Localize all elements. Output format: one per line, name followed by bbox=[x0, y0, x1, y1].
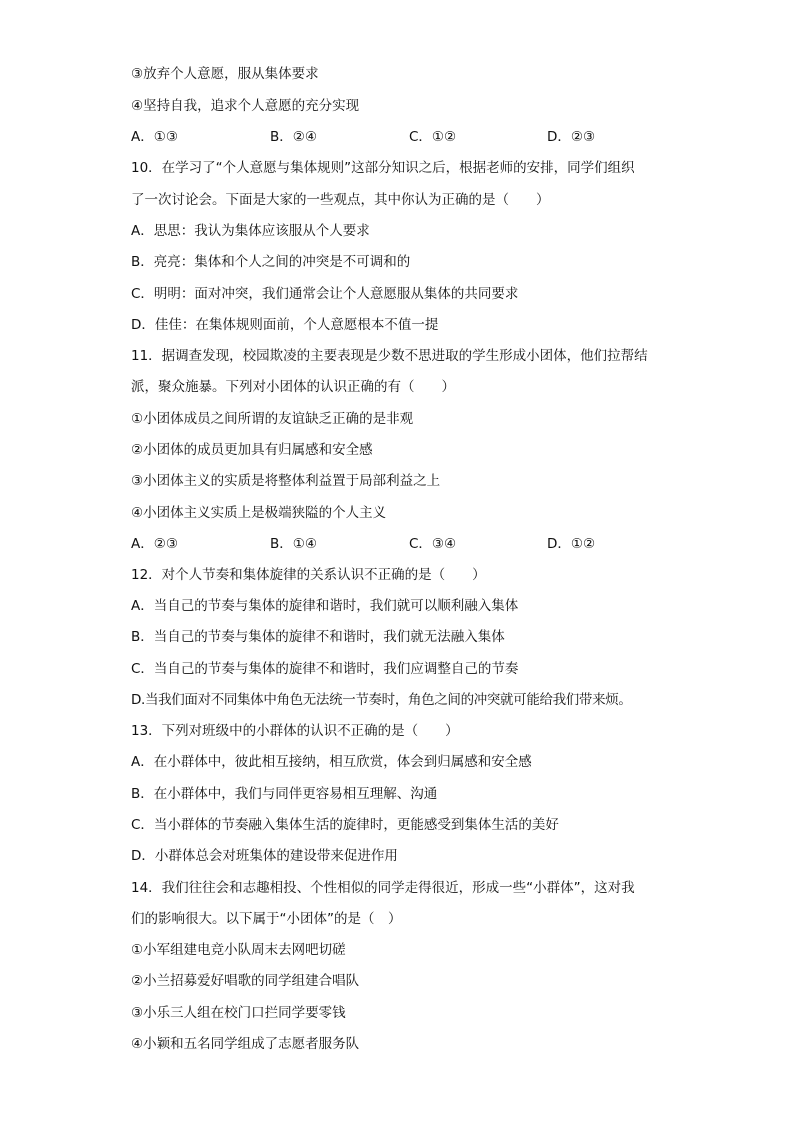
q9-option-a: A．①③ bbox=[131, 129, 178, 145]
q13-choice-d: D．小群体总会对班集体的建设带来促进作用 bbox=[131, 848, 398, 864]
q10-choice-d: D．佳佳：在集体规则面前，个人意愿根本不值一提 bbox=[131, 317, 439, 333]
q14-item-3: ③小乐三人组在校门口拦同学要零钱 bbox=[131, 1005, 346, 1021]
q9-item-3: ③放弃个人意愿，服从集体要求 bbox=[131, 66, 319, 82]
q10-choice-b: B．亮亮：集体和个人之间的冲突是不可调和的 bbox=[131, 254, 411, 270]
q10-stem-line-2: 了一次讨论会。下面是大家的一些观点，其中你认为正确的是（ ） bbox=[131, 192, 550, 208]
q9-item-4: ④坚持自我，追求个人意愿的充分实现 bbox=[131, 98, 360, 114]
q13-choice-a: A．在小群体中，彼此相互接纳，相互欣赏，体会到归属感和安全感 bbox=[131, 754, 532, 770]
q11-options bbox=[131, 534, 691, 554]
q13-choice-c: C．当小群体的节奏融入集体生活的旋律时，更能感受到集体生活的美好 bbox=[131, 817, 559, 833]
q9-options bbox=[131, 127, 691, 147]
q13-choice-b: B．在小群体中，我们与同伴更容易相互理解、沟通 bbox=[131, 786, 438, 802]
q11-option-c: C．③④ bbox=[409, 536, 457, 552]
q11-item-3: ③小团体主义的实质是将整体利益置于局部利益之上 bbox=[131, 473, 441, 489]
q11-stem-line-2: 派，聚众施暴。下列对小团体的认识正确的有（ ） bbox=[131, 379, 455, 395]
q12-choice-b: B．当自己的节奏与集体的旋律不和谐时，我们就无法融入集体 bbox=[131, 629, 505, 645]
q10-stem-line-1: 10．在学习了“个人意愿与集体规则”这部分知识之后，根据老师的安排，同学们组织 bbox=[131, 160, 635, 176]
q11-option-b: B．①④ bbox=[270, 536, 317, 552]
q12-choice-d: D.当我们面对不同集体中角色无法统一节奏时，角色之间的冲突就可能给我们带来烦。 bbox=[131, 692, 632, 708]
q14-stem-line-1: 14．我们往往会和志趣相投、个性相似的同学走得很近，形成一些“小群体”，这对我 bbox=[131, 880, 635, 896]
q11-item-1: ①小团体成员之间所谓的友谊缺乏正确的是非观 bbox=[131, 411, 414, 427]
q9-option-d: D．②③ bbox=[547, 129, 596, 145]
q11-stem-line-1: 11．据调查发现，校园欺凌的主要表现是少数不思进取的学生形成小团体，他们拉帮结 bbox=[131, 348, 648, 364]
q12-choice-c: C．当自己的节奏与集体的旋律不和谐时，我们应调整自己的节奏 bbox=[131, 661, 519, 677]
q12-choice-a: A．当自己的节奏与集体的旋律和谐时，我们就可以顺利融入集体 bbox=[131, 598, 519, 614]
q9-option-c: C．①② bbox=[409, 129, 457, 145]
q14-stem-line-2: 们的影响很大。以下属于“小团体”的是（ ） bbox=[131, 911, 402, 927]
q11-option-d: D．①② bbox=[547, 536, 596, 552]
q11-option-a: A．②③ bbox=[131, 536, 178, 552]
q14-item-4: ④小颖和五名同学组成了志愿者服务队 bbox=[131, 1036, 360, 1052]
q14-item-2: ②小兰招募爱好唱歌的同学组建合唱队 bbox=[131, 973, 360, 989]
q11-item-2: ②小团体的成员更加具有归属感和安全感 bbox=[131, 442, 373, 458]
q10-choice-c: C．明明：面对冲突，我们通常会让个人意愿服从集体的共同要求 bbox=[131, 286, 519, 302]
q14-item-1: ①小军组建电竞小队周末去网吧切磋 bbox=[131, 942, 346, 958]
q9-option-b: B．②④ bbox=[270, 129, 317, 145]
q10-choice-a: A．思思：我认为集体应该服从个人要求 bbox=[131, 223, 370, 239]
q12-stem: 12．对个人节奏和集体旋律的关系认识不正确的是（ ） bbox=[131, 567, 486, 583]
q13-stem: 13．下列对班级中的小群体的认识不正确的是（ ） bbox=[131, 723, 459, 739]
q11-item-4: ④小团体主义实质上是极端狭隘的个人主义 bbox=[131, 505, 387, 521]
